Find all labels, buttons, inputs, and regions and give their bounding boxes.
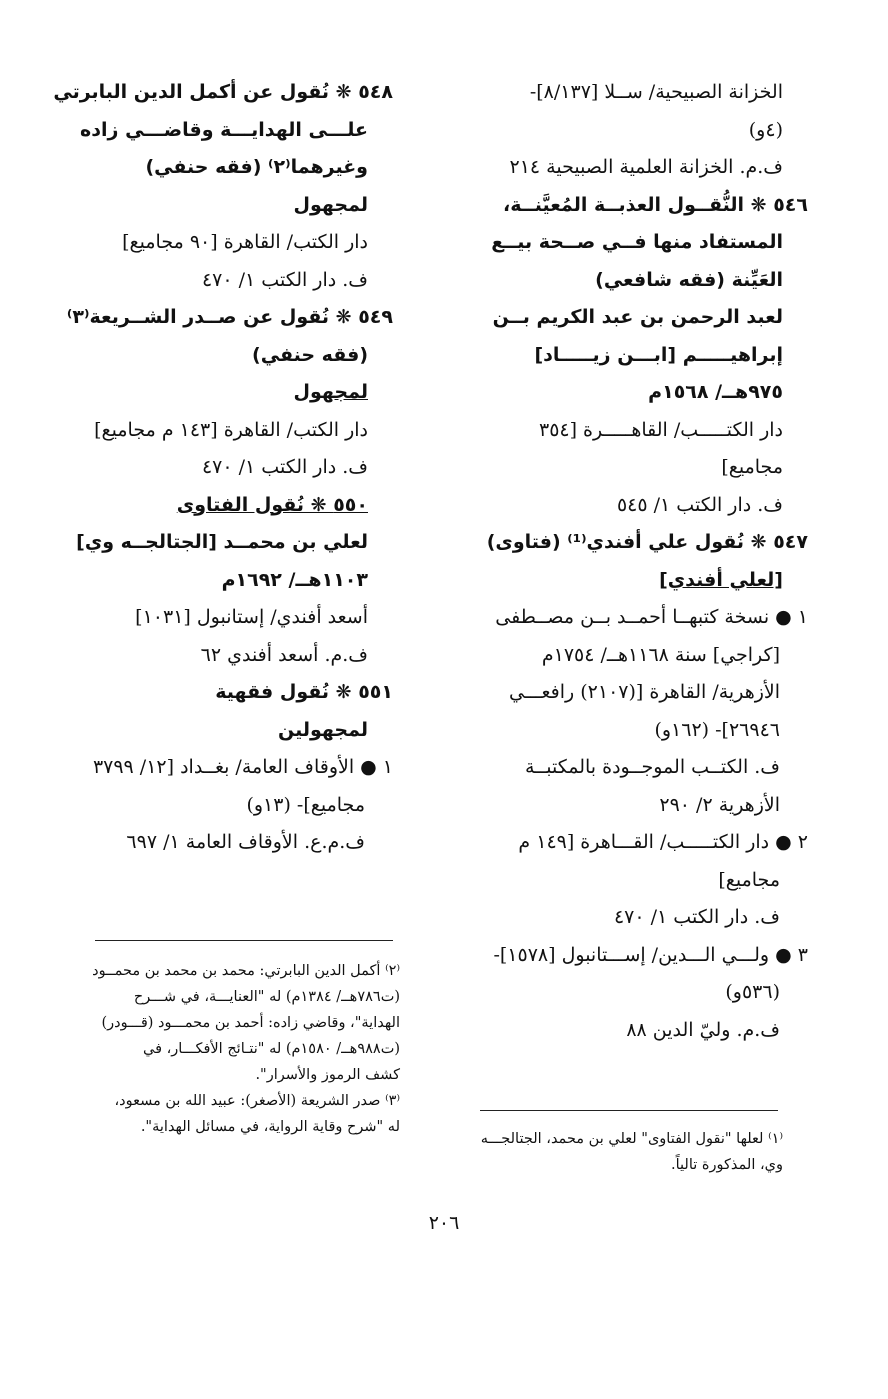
right-column-line: مجاميع] <box>718 868 780 891</box>
right-column <box>458 74 808 1049</box>
left-column-line: ف.م.ع. الأوقاف العامة ١/ ٦٩٧ <box>126 831 365 853</box>
left-column-line: ف. دار الكتب ١/ ٤٧٠ <box>201 456 368 478</box>
left-column-line: ٥٥١ ❋ نُقول فقهية <box>215 681 393 703</box>
right-column-line: ٢ ● دار الكتـــــب/ القـــاهرة [١٤٩ م <box>518 831 808 853</box>
left-column-line: مجاميع]- (١٣و) <box>246 793 365 816</box>
right-column-line: العَيِّنة (فقه شافعي) <box>595 268 783 291</box>
left-column-line: وغيرهما⁽٢⁾ (فقه حنفي) <box>145 156 368 178</box>
left-column-line: لعلي بن محمــد [الجتالجــه وي] <box>76 531 368 553</box>
right-column-line: ٥٤٧ ❋ نُقول علي أفندي⁽¹⁾ (فتاوى) <box>486 531 808 553</box>
left-column <box>53 74 393 862</box>
right-column-line: دار الكتـــــب/ القاهـــــرة [٣٥٤ <box>538 418 783 441</box>
left-column-line: ١١٠٣هــ/ ١٦٩٢م <box>221 568 368 591</box>
left-column-line: دار الكتب/ القاهرة [١٤٣ م مجاميع] <box>94 418 368 441</box>
footnote-line: الهداية"، وقاضي زاده: أحمد بن محمـــود (قـــودر) <box>101 1015 400 1031</box>
right-column-line: ٣ ● ولـــي الـــدين/ إســـتانبول [١٥٧٨]- <box>493 943 808 966</box>
right-column-line: ف.م. وليّ الدين ٨٨ <box>626 1018 780 1041</box>
page-number: ٢٠٦ <box>428 1212 460 1234</box>
footnote-line: ⁽٣⁾ صدر الشريعة (الأصغر): عبيد الله بن مسعود، <box>114 1093 400 1109</box>
footnote-line: كشف الرموز والأسرار". <box>255 1067 400 1083</box>
right-column-line: ٥٤٦ ❋ النُّقــول العذبــة المُعيَّنــة، <box>503 193 808 216</box>
left-column-line: ٥٤٩ ❋ نُقول عن صــدر الشــريعة⁽٣⁾ <box>66 306 393 328</box>
right-column-line: الخزانة الصبيحية/ ســلا [٨/١٣٧]- <box>529 81 783 103</box>
right-column-line: ٩٧٥هــ/ ١٥٦٨م <box>648 381 783 403</box>
left-column-line: ٥٥٠ ❋ نُقول الفتاوى <box>176 493 368 516</box>
left-column-line: ٥٤٨ ❋ نُقول عن أكمل الدين البابرتي <box>53 81 393 103</box>
left-column-line: لمجهول <box>293 381 368 403</box>
footnotes-right <box>463 1126 783 1178</box>
right-column-line: ف.م. الخزانة العلمية الصبيحية ٢١٤ <box>509 156 783 178</box>
right-column-line: ف. دار الكتب ١/ ٥٤٥ <box>616 493 783 516</box>
left-column-line: لمجهول <box>293 193 368 216</box>
footnote-line: ⁽٢⁾ أكمل الدين البابرتي: محمد بن محمد بن محمــود <box>92 963 400 979</box>
right-column-line: ٢٦٩٤٦]- (١٦٢و) <box>654 718 780 741</box>
footnote-line: (ت٧٨٦هــ/ ١٣٨٤م) له "العنايـــة، في شـــرح <box>133 989 400 1005</box>
right-column-line: (٥٣٦و) <box>725 981 780 1003</box>
right-column-line: مجاميع] <box>721 456 783 478</box>
right-column-line: إبراهيـــــم [ابـــن زيـــــاد] <box>534 343 783 366</box>
footnote-line: ⁽١⁾ لعلها "نقول الفتاوى" لعلي بن محمد، الجتالجـــه <box>480 1131 783 1147</box>
left-column-line: لمجهولين <box>277 718 368 741</box>
right-column-line: (٤و) <box>748 118 783 141</box>
footnote-line: وي، المذكورة تالياً. <box>671 1157 783 1173</box>
right-column-line: لعبد الرحمن بن عبد الكريم بــن <box>492 306 783 328</box>
right-column-line: [لعلي أفندي] <box>659 568 783 591</box>
right-column-line: [كراجي] سنة ١١٦٨هــ/ ١٧٥٤م <box>541 643 780 666</box>
right-column-line: الأزهرية ٢/ ٢٩٠ <box>659 793 780 816</box>
footnote-line: (ت٩٨٨هــ/ ١٥٨٠م) له "نتـائج الأفكـــار، في <box>143 1041 400 1057</box>
footnote-line: له "شرح وقاية الرواية، في مسائل الهداية". <box>140 1119 400 1135</box>
left-column-line: أسعد أفندي/ إستانبول [١٠٣١] <box>135 606 368 628</box>
right-column-line: ف. الكتــب الموجــودة بالمكتبــة <box>524 756 780 778</box>
left-column-line: ف.م. أسعد أفندي ٦٢ <box>200 643 368 666</box>
left-column-line: (فقه حنفي) <box>252 343 368 366</box>
left-column-line: دار الكتب/ القاهرة [٩٠ مجاميع] <box>122 231 368 253</box>
right-column-line: المستفاد منها فــي صــحة بيــع <box>491 231 783 253</box>
left-column-line: ١ ● الأوقاف العامة/ بغــداد [١٢/ ٣٧٩٩ <box>92 756 393 778</box>
left-column-line: علـــى الهدايـــة وقاضـــي زاده <box>80 118 368 141</box>
footnote-separator-right <box>480 1110 778 1111</box>
right-column-line: ف. دار الكتب ١/ ٤٧٠ <box>613 906 780 928</box>
right-column-line: الأزهرية/ القاهرة [(٢١٠٧) رافعـــي <box>508 681 780 703</box>
left-column-line: ف. دار الكتب ١/ ٤٧٠ <box>201 268 368 291</box>
right-column-line: ١ ● نسخة كتبهــا أحمــد بــن مصــطفى <box>495 606 808 628</box>
footnotes-left <box>80 958 400 1140</box>
footnote-separator-left <box>95 940 393 941</box>
